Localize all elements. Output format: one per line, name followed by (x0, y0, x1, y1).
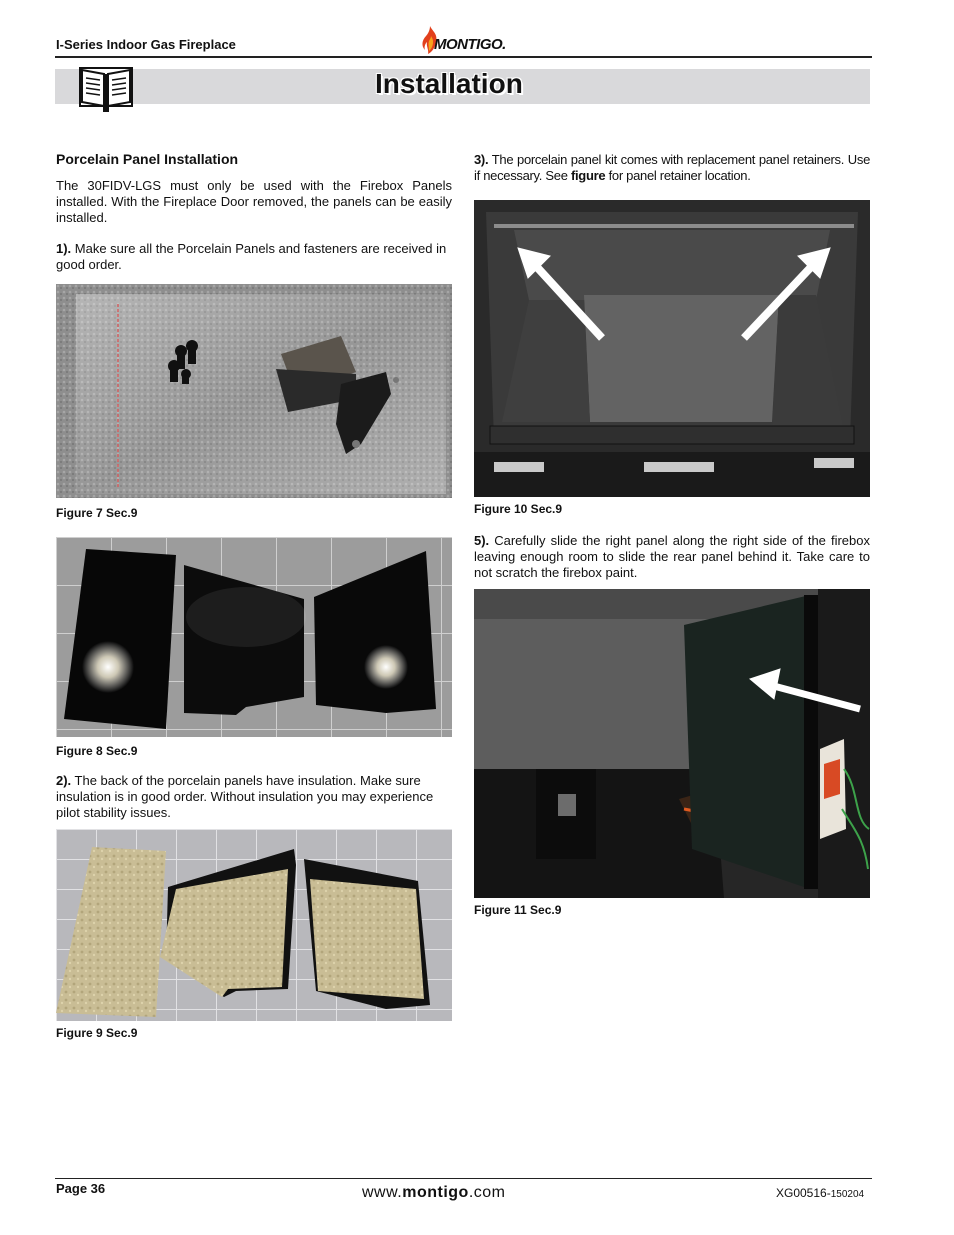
section-heading: Porcelain Panel Installation (56, 151, 239, 167)
figure-9-caption: Figure 9 Sec.9 (56, 1026, 138, 1040)
step-3-bold: figure (570, 168, 606, 183)
document-number (776, 1186, 864, 1200)
step-3-number: 3). (474, 152, 489, 167)
document-title: I-Series Indoor Gas Fireplace (56, 37, 236, 52)
footer-rule (55, 1178, 872, 1179)
website-suffix: .com (468, 1184, 506, 1201)
step-3-paragraph (474, 152, 870, 184)
page-number: Page 36 (56, 1181, 106, 1196)
header-rule (55, 56, 872, 58)
step-1-number: 1). (56, 241, 72, 256)
figure-11-photo (474, 589, 870, 898)
step-1-text: Make sure all the Porcelain Panels and fasteners are received in good order. (56, 241, 447, 272)
intro-paragraph: The 30FIDV-LGS must only be used with the Firebox Panels installed. With the Fireplace Door removed, the panels can be easily installed. (56, 178, 452, 225)
manual-book-icon (78, 66, 134, 114)
step-5-text: Carefully slide the right panel along the right side of the firebox leaving enough room to slide the rear panel behind it. Take care to not scratch the firebox paint. (474, 533, 870, 580)
step-2-number: 2). (56, 773, 72, 788)
document-date: 150204 (830, 1189, 865, 1200)
logo-wordmark: MONTIGO (434, 36, 503, 53)
step-5-paragraph (474, 533, 870, 581)
step-3-text-b: for panel retainer location. (605, 168, 751, 183)
figure-9-photo (56, 829, 452, 1021)
figure-8-photo (56, 537, 452, 737)
figure-10-photo (474, 200, 870, 497)
website-link[interactable] (362, 1184, 506, 1202)
logo-mark: . (502, 36, 506, 53)
figure-7-caption: Figure 7 Sec.9 (56, 506, 138, 520)
step-5-number: 5). (474, 533, 490, 548)
figure-8-caption: Figure 8 Sec.9 (56, 744, 138, 758)
step-1-paragraph (56, 241, 452, 273)
figure-7-photo (56, 284, 452, 498)
montigo-logo (420, 24, 520, 56)
step-3-text-a: The porcelain panel kit comes with replacement panel retainers. Use if necessary. See (474, 152, 870, 183)
section-title: Installation (375, 68, 523, 99)
website-prefix: www. (362, 1184, 403, 1201)
figure-10-caption: Figure 10 Sec.9 (474, 502, 563, 516)
document-code: XG00516- (776, 1186, 831, 1200)
website-brand: montigo (402, 1184, 469, 1201)
step-2-paragraph (56, 773, 452, 821)
figure-11-caption: Figure 11 Sec.9 (474, 903, 562, 917)
step-2-text: The back of the porcelain panels have insulation. Make sure insulation is in good order. Without insulation you may experience pilot stability issues. (56, 773, 434, 820)
